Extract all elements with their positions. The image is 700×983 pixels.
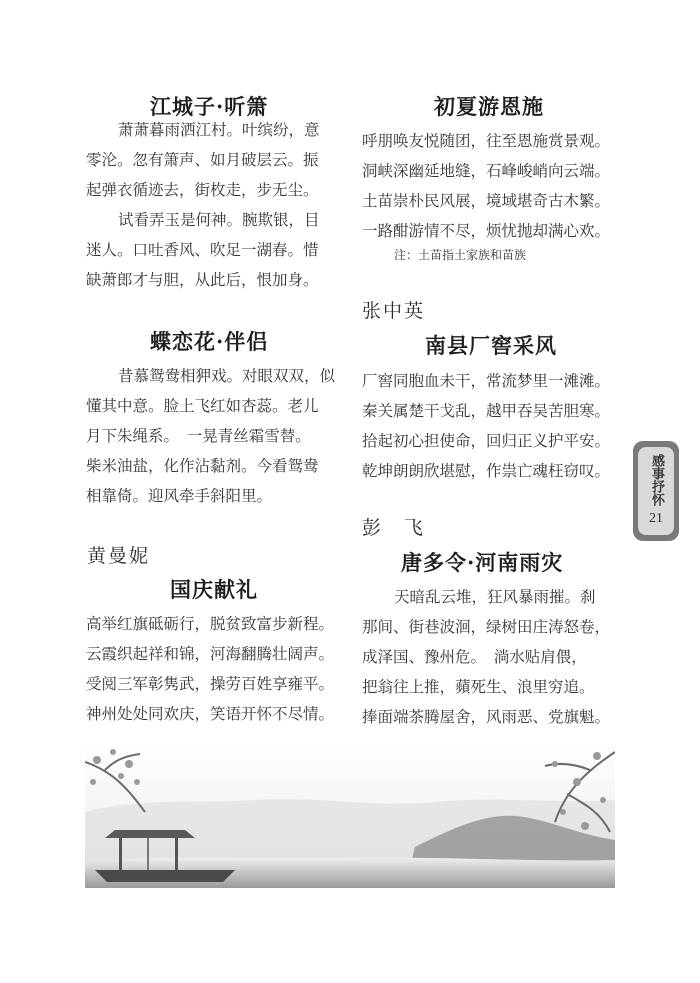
poem-body-nanxian [362, 366, 610, 486]
poem-line: 相靠倚。迎风牵手斜阳里。 [86, 487, 273, 505]
poem-body-tangduoling [362, 582, 610, 732]
poem-line: 厂窖同胞血未干，常流梦里一滩滩。 [362, 372, 611, 390]
poem-title-nanxian: 南县厂窖采风 [425, 333, 557, 358]
poem-body-dielianhua [86, 361, 335, 511]
poem-line: 昔慕鸳鸯相狎戏。对眼双双，似 [118, 367, 336, 385]
poem-line: 呼朋唤友悦随团，往至恩施赏景观。 [362, 132, 611, 150]
page-number: 21 [649, 511, 663, 526]
poem-line: 天暗乱云堆，狂风暴雨摧。刹 [394, 588, 596, 606]
poem-line: 迷人。口吐香风、吹足一湖春。惜 [86, 241, 319, 259]
poem-line: 捧面端茶腾屋舍，风雨恶、党旗魁。 [362, 708, 611, 726]
ink-landscape-illustration [85, 742, 615, 888]
poem-line: 受阅三军彰隽武，操劳百姓享雍平。 [86, 675, 335, 693]
poem-line: 懂其中意。脸上飞红如杏蕊。老儿 [86, 397, 319, 415]
poem-line: 一路酣游情不尽，烦忧抛却满心欢。 [362, 222, 611, 240]
poem-note: 注：土苗指土家族和苗族 [394, 248, 527, 262]
author-name: 张中英 [362, 300, 426, 322]
poem-title-dielianhua: 蝶恋花·伴侣 [150, 329, 269, 354]
poem-title-tangduoling: 唐多令·河南雨灾 [401, 550, 564, 575]
poem-line: 把翁往上推，蘋死生、浪里穷追。 [362, 678, 595, 696]
poem-line: 高举红旗砥砺行，脱贫致富步新程。 [86, 615, 335, 633]
author-name: 黄曼妮 [87, 545, 151, 567]
poem-line: 洞峡深幽延地缝，石峰峻峭向云端。 [362, 162, 611, 180]
poem-body-chuxia [362, 126, 610, 246]
poem-line: 萧萧暮雨洒江村。叶缤纷，意 [118, 121, 320, 139]
poem-line: 试看弄玉是何神。腕欺银，目 [118, 211, 320, 229]
poem-line: 神州处处同欢庆，笑语开怀不尽情。 [86, 705, 335, 723]
poem-line: 缺萧郎才与胆，从此后，恨加身。 [86, 271, 319, 289]
poem-line: 成泽国、豫州危。 淌水贴肩偎， [362, 648, 587, 666]
poem-title-guoqing: 国庆献礼 [170, 577, 258, 602]
section-tab-inner [638, 447, 674, 535]
poem-line: 柴米油盐，化作沾黏剂。今看鸳鸯 [86, 457, 319, 475]
poem-line: 月下朱绳系。 一晃青丝霜雪替。 [86, 427, 311, 445]
poem-line: 拾起初心担使命，回归正义护平安。 [362, 432, 611, 450]
poem-line: 零沦。忽有箫声、如月破层云。振 [86, 151, 319, 169]
poem-line: 秦关属楚干戈乱，越甲吞吴苦胆寒。 [362, 402, 611, 420]
poem-body-jiangchengzi [86, 115, 320, 295]
author-name: 彭 飞 [362, 517, 426, 539]
poem-line: 云霞织起祥和锦，河海翻腾壮阔声。 [86, 645, 335, 663]
poem-line: 那间、街巷波洄，绿树田庄涛怒卷， [362, 618, 611, 636]
section-tab [633, 441, 679, 541]
poem-title-chuxia: 初夏游恩施 [434, 94, 544, 119]
poem-line: 乾坤朗朗欣堪慰，作祟亡魂枉窃叹。 [362, 462, 611, 480]
poem-body-guoqing [86, 609, 334, 729]
section-label: 感事抒怀 [649, 454, 664, 506]
poem-line: 土苗崇朴民风展，境域堪奇古木繁。 [362, 192, 611, 210]
poem-line: 起弹衣循迹去，街枚走，步无尘。 [86, 181, 319, 199]
poem-title-jiangchengzi: 江城子·听箫 [150, 94, 269, 119]
